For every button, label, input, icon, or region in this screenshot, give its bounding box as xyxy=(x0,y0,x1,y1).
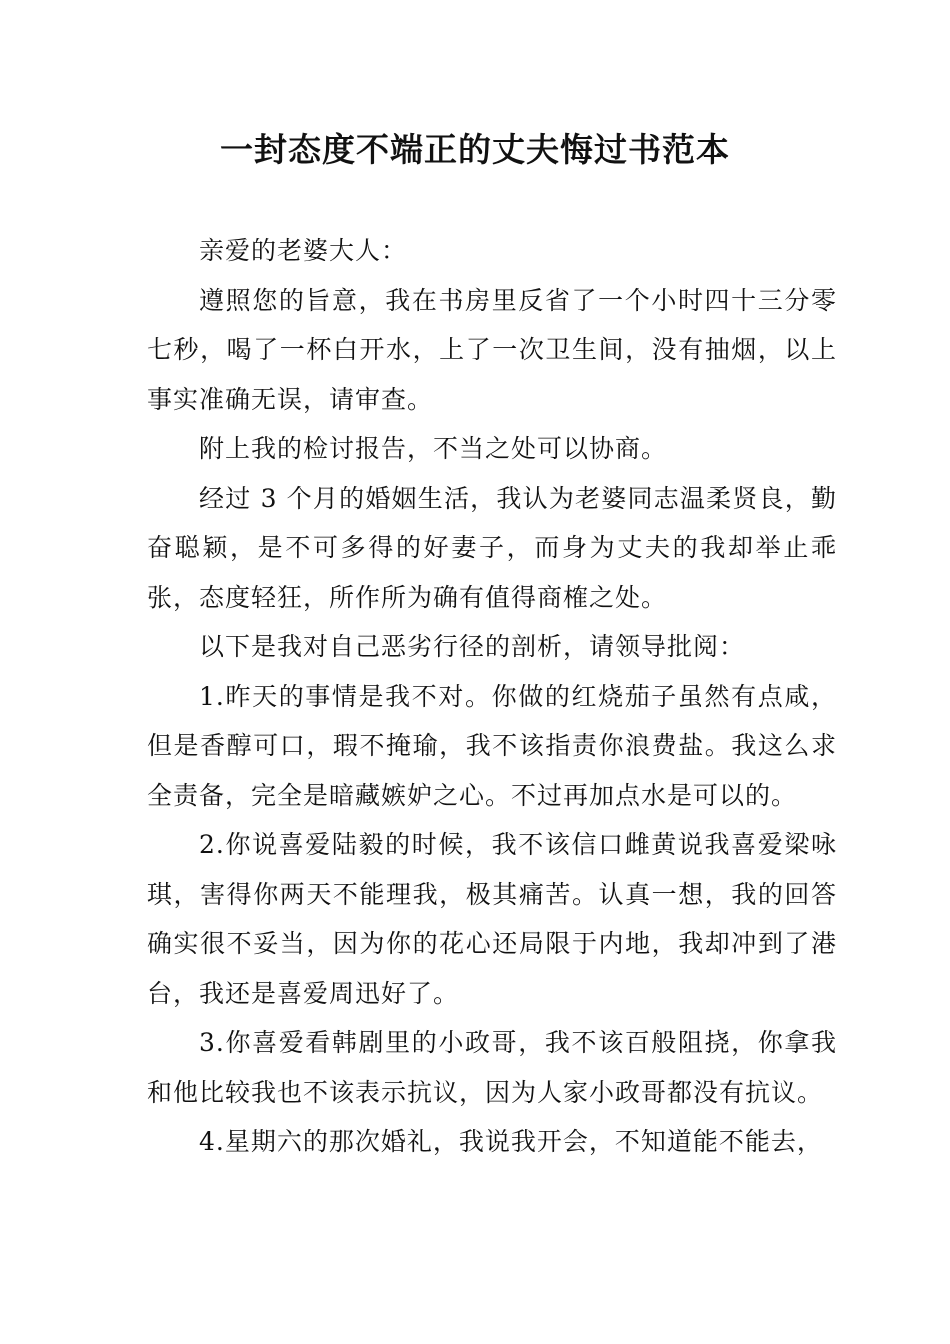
paragraph: 遵照您的旨意，我在书房里反省了一个小时四十三分零七秒，喝了一杯白开水，上了一次卫生间，没有抽烟，以上事实准确无误，请审查。 xyxy=(147,285,837,414)
paragraph: 附上我的检讨报告，不当之处可以协商。 xyxy=(199,434,668,463)
list-item: 4.星期六的那次婚礼，我说我开会，不知道能不能去， xyxy=(199,1127,823,1156)
document-title: 一封态度不端正的丈夫悔过书范本 xyxy=(220,130,730,169)
list-item: 1.昨天的事情是我不对。你做的红烧茄子虽然有点咸，但是香醇可口，瑕不掩瑜，我不该指责你浪费盐。我这么求全责备，完全是暗藏嫉妒之心。不过再加点水是可以的。 xyxy=(147,681,837,810)
paragraph: 经过 3 个月的婚姻生活，我认为老婆同志温柔贤良，勤奋聪颖，是不可多得的好妻子，而身为丈夫的我却举止乖张，态度轻狂，所作所为确有值得商榷之处。 xyxy=(147,483,837,612)
salutation: 亲爱的老婆大人： xyxy=(199,236,408,265)
list-item: 2.你说喜爱陆毅的时候，我不该信口雌黄说我喜爱梁咏琪，害得你两天不能理我，极其痛苦。认真一想，我的回答确实很不妥当，因为你的花心还局限于内地，我却冲到了港台，我还是喜爱周迅好了。 xyxy=(147,830,837,1008)
list-item: 3.你喜爱看韩剧里的小政哥，我不该百般阻挠，你拿我和他比较我也不该表示抗议，因为人家小政哥都没有抗议。 xyxy=(147,1028,837,1107)
document-body xyxy=(147,226,837,1167)
paragraph: 以下是我对自己恶劣行径的剖析，请领导批阅： xyxy=(199,632,746,661)
